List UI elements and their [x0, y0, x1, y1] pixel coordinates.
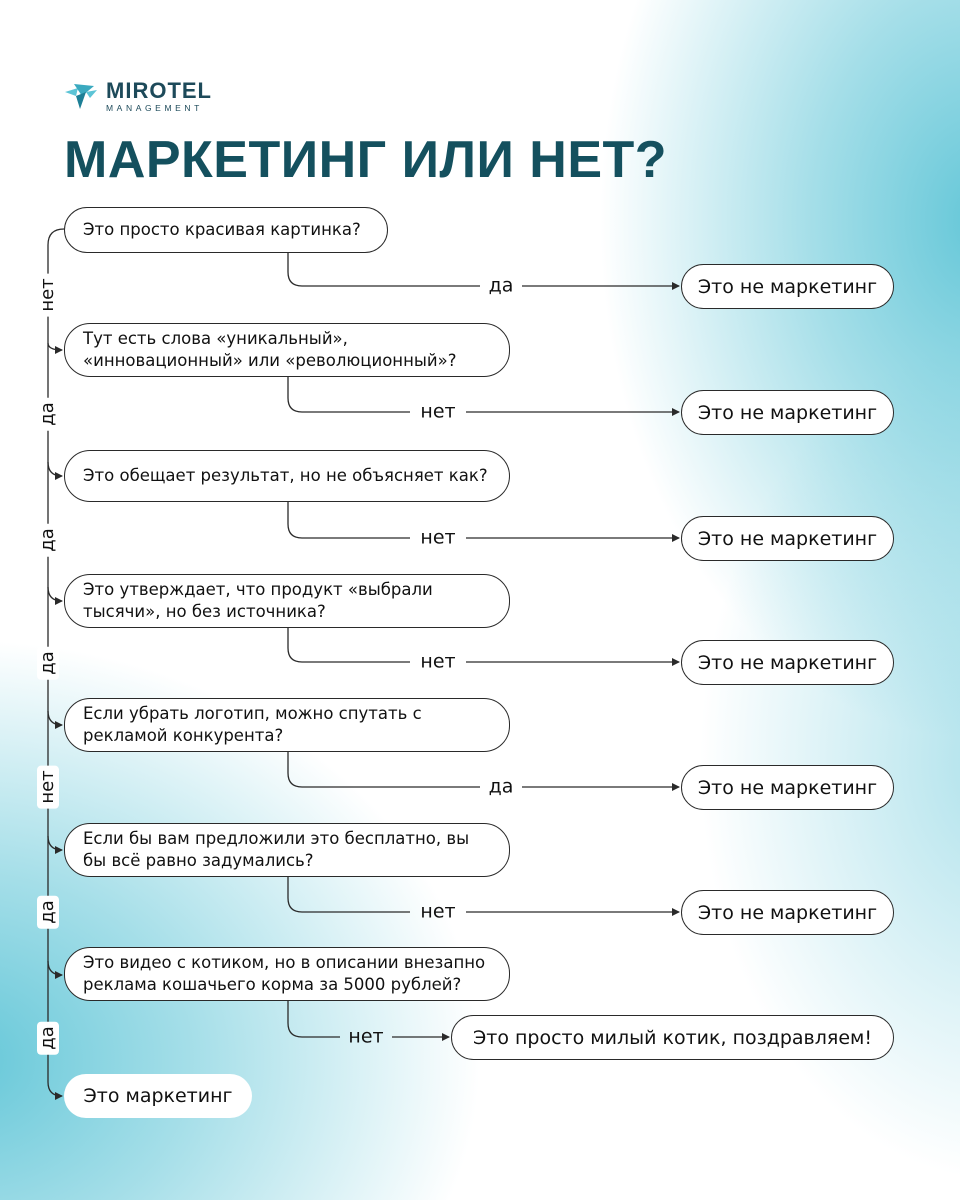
question-box-3 [64, 450, 510, 502]
branch-5 [288, 751, 679, 787]
feeder-5 [48, 711, 62, 725]
question-7-line-1: Это видео с котиком, но в описании внезапно [83, 953, 486, 972]
branch-label-1: да [488, 274, 514, 297]
branch-4 [288, 627, 679, 662]
brand-name: MIROTEL [106, 78, 212, 103]
branch-2 [288, 376, 679, 412]
branch-3 [288, 501, 679, 538]
spine-label-2: да [37, 397, 59, 430]
result-box-5: Это не маркетинг [681, 765, 894, 810]
branch-1 [288, 252, 679, 286]
result-box-4: Это не маркетинг [681, 640, 894, 685]
question-4-line-1: Это утверждает, что продукт «выбрали [83, 580, 433, 599]
question-2-line-2: «инновационный» или «революционный»? [83, 351, 457, 370]
feeder-4 [48, 587, 62, 601]
feeder-3 [48, 462, 62, 476]
spine-label-3: да [37, 523, 59, 556]
brand-subtitle: MANAGEMENT [106, 103, 203, 113]
spine-label-7: да [37, 1021, 59, 1054]
branch-label-2: нет [420, 400, 456, 423]
question-3-line-1: Это обещает результат, но не объясняет как? [83, 466, 488, 485]
question-2-line-1: Тут есть слова «уникальный», [83, 329, 348, 348]
question-7-line-2: реклама кошачьего корма за 5000 рублей? [83, 975, 462, 994]
branch-label-3: нет [420, 526, 456, 549]
question-box-5 [64, 698, 510, 752]
question-6-line-1: Если бы вам предложили это бесплатно, вы [83, 829, 470, 848]
branch-label-4: нет [420, 650, 456, 673]
spine-label-6: да [37, 895, 59, 928]
spine-label-1: нет [37, 273, 59, 316]
result-box-7: Это просто милый котик, поздравляем! [451, 1015, 894, 1060]
branch-label-6: нет [420, 900, 456, 923]
question-box-1 [64, 207, 388, 253]
spine-label-4: да [37, 646, 59, 679]
feeder-6 [48, 836, 62, 850]
final-result: Это маркетинг [64, 1074, 252, 1118]
page-title: МАРКЕТИНГ ИЛИ НЕТ? [64, 131, 668, 189]
result-box-3: Это не маркетинг [681, 516, 894, 561]
question-box-4 [64, 574, 510, 628]
question-6-line-2: бы всё равно задумались? [83, 851, 314, 870]
result-box-2: Это не маркетинг [681, 390, 894, 435]
branch-label-7: нет [348, 1025, 384, 1048]
question-5-line-2: рекламой конкурента? [83, 726, 284, 745]
spine-label-5: нет [37, 765, 59, 808]
question-box-7 [64, 947, 510, 1001]
feeder-7 [48, 961, 62, 975]
feeder-2 [48, 343, 62, 350]
question-4-line-2: тысячи», но без источника? [83, 602, 326, 621]
question-1-line-1: Это просто красивая картинка? [83, 220, 361, 239]
branch-label-5: да [488, 775, 514, 798]
branch-6 [288, 876, 679, 912]
question-box-2 [64, 323, 510, 377]
result-box-6: Это не маркетинг [681, 890, 894, 935]
question-box-6 [64, 823, 510, 877]
result-box-1: Это не маркетинг [681, 264, 894, 309]
question-5-line-1: Если убрать логотип, можно спутать с [83, 704, 422, 723]
